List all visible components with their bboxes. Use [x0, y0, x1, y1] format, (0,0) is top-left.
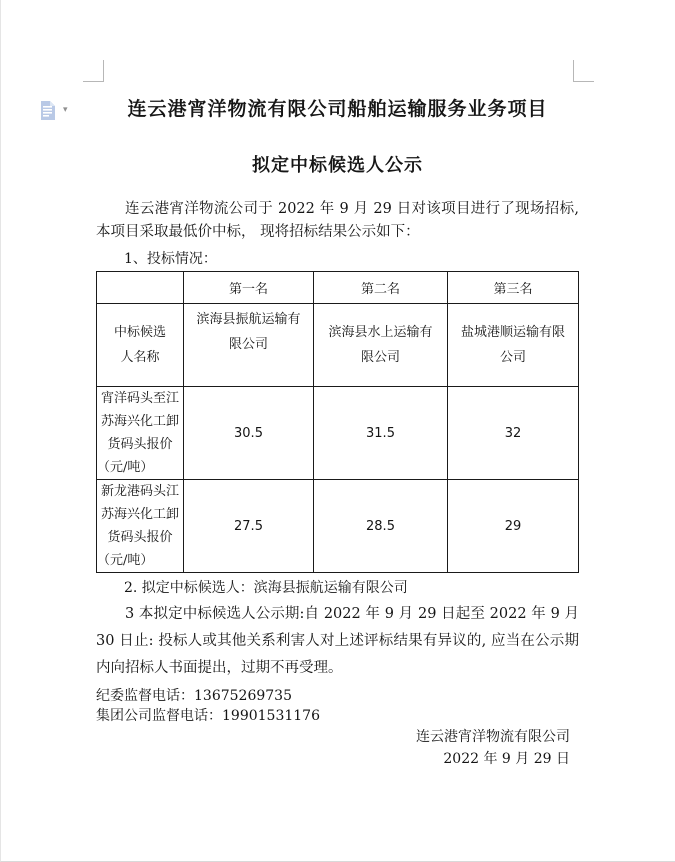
xinlonggang-price-2: 28.5 [314, 480, 448, 573]
rank-3-header: 第三名 [448, 272, 579, 304]
table-corner-cell [97, 272, 184, 304]
rank-2-header: 第二名 [314, 272, 448, 304]
section3-text: 3 本拟定中标候选人公示期:自 2022 年 9 月 29 日起至 2022 年 9 月 30 日止: 投标人或其他关系利害人对上述评标结果有异议的, 应当在公示期内向招标人书面提出，过期不再受理。 [96, 606, 579, 676]
candidate-3-name: 盐城港顺运输有限公司 [448, 304, 579, 387]
xinlonggang-price-1: 27.5 [184, 480, 314, 573]
margin-corner-mark-right [573, 60, 594, 82]
section1-heading: 1、投标情况： [124, 251, 217, 267]
paste-options-button[interactable] [40, 101, 68, 120]
row-label-xiaoyang-price: 宵洋码头至江苏海兴化工卸货码头报价（元/吨） [97, 387, 184, 480]
section2-text: 2. 拟定中标候选人：滨海县振航运输有限公司 [124, 580, 408, 596]
intro-paragraph: 连云港宵洋物流公司于 2022 年 9 月 29 日对该项目进行了现场招标, 本项目采取最低价中标， 现将招标结果公示如下： [96, 201, 579, 240]
table-header-row [97, 272, 579, 304]
margin-corner-mark-left [83, 60, 104, 82]
xiaoyang-price-3: 32 [448, 387, 579, 480]
discipline-phone-line: 纪委监督电话：13675269735 [96, 688, 292, 704]
row-label-xinlonggang-price: 新龙港码头江苏海兴化工卸货码头报价（元/吨） [97, 480, 184, 573]
rank-1-header: 第一名 [184, 272, 314, 304]
candidate-2-name: 滨海县水上运输有限公司 [314, 304, 448, 387]
bid-results-table [96, 271, 579, 573]
paste-options-icon [40, 101, 56, 120]
xiaoyang-price-2: 31.5 [314, 387, 448, 480]
company-phone-line: 集团公司监督电话：19901531176 [96, 708, 320, 724]
candidate-1-name: 滨海县振航运输有限公司 [184, 304, 314, 387]
xinlonggang-price-3: 29 [448, 480, 579, 573]
price-row-xiaoyang [97, 387, 579, 480]
row-label-candidate-name: 中标候选人名称 [97, 304, 184, 387]
document-subtitle: 拟定中标候选人公示 [252, 155, 423, 176]
candidate-names-row [97, 304, 579, 387]
document-content [96, 96, 579, 770]
dropdown-caret-icon: ▾ [63, 105, 68, 115]
signature-block [96, 726, 579, 770]
xiaoyang-price-1: 30.5 [184, 387, 314, 480]
signature-company: 连云港宵洋物流有限公司 [416, 729, 570, 745]
document-title: 连云港宵洋物流有限公司船舶运输服务业务项目 [127, 98, 548, 120]
signature-date: 2022 年 9 月 29 日 [443, 751, 570, 767]
price-row-xinlonggang [97, 480, 579, 573]
